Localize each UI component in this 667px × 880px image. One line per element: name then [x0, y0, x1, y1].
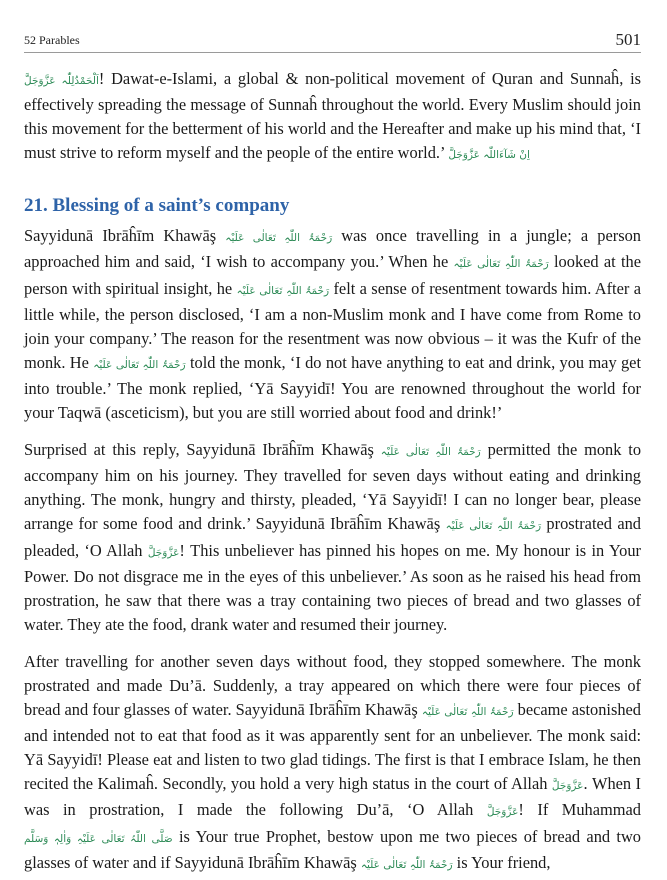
body-paragraph-1: [24, 224, 641, 425]
arabic-inshallah: اِنْ شَآءَاللّٰہ عَزَّوَجَلَّ: [448, 149, 530, 162]
para1-text-3: looked at the person with spiritual insight, he: [24, 252, 641, 298]
arabic-azza-wa-jal: عَزَّوَجَلَّ: [551, 780, 584, 793]
arabic-rahmatullah: رَحْمَۃُ اللّٰہِ تَعَالٰی عَلَیْہ: [421, 706, 514, 719]
arabic-rahmatullah: رَحْمَۃُ اللّٰہِ تَعَالٰی عَلَیْہ: [445, 520, 542, 533]
arabic-rahmatullah: رَحْمَۃُ اللّٰہِ تَعَالٰی عَلَیْہ: [453, 258, 549, 271]
arabic-rahmatullah: رَحْمَۃُ اللّٰہِ تَعَالٰی عَلَیْہ: [236, 284, 330, 297]
para2-text-2: permitted the monk to accompany him on his journey. They travelled for seven days without eating and drinking anything. The monk, hungry and thirsty, pleaded, ‘Yā Sayyidī! I can no longer bear, please arrange for some food and drink.’ Sayyidunā Ibrāĥīm Khawāş: [24, 440, 642, 534]
para3-text-2: became astonished and intended not to eat that food as it was apparently sent for an unbeliever. The monk said: Yā Sayyidī! Please eat and listen to two glad tidings. The first is that I embrace Islam, he then recited the Kalimaĥ. Secondly, you hold a very high status in the court of Allah: [24, 700, 641, 794]
para1-text-2: was once travelling in a jungle; a person approached him and said, ‘I wish to accompany you.’ When he: [24, 226, 642, 272]
running-header: [24, 30, 641, 52]
para1-text-1: Sayyidunā Ibrāĥīm Khawāş: [24, 226, 226, 246]
arabic-praise: اَلْحَمْدُلِلّٰہ عَزَّوَجَلَّ: [24, 75, 99, 87]
para1-text-5: told the monk, ‘I do not have anything to eat and drink, you may get into trouble.’ The monk replied, ‘Yā Sayyidī! You are renowned throughout the world for your Taqwā (asceticism), but you are still worried about food and drink!’: [24, 352, 642, 423]
para3-text-1: After travelling for another seven days without food, they stopped somewhere. The monk prostrated and made Du’ā. Suddenly, a tray appeared on which there were four pieces of bread and four glasses of water. Sayyidunā Ibrāĥīm Khawāş: [24, 651, 641, 720]
header-rule: [24, 52, 641, 53]
body-paragraph-3: [24, 650, 641, 877]
page-number: 501: [615, 30, 641, 49]
arabic-rahmatullah: رَحْمَۃُ اللّٰہِ تَعَالٰی عَلَیْہ: [93, 358, 186, 371]
arabic-sallallahu: صَلَّی اللّٰہُ تَعَالٰی عَلَیْہِ وَاٰلِہٖ وَسَلَّم: [24, 832, 173, 845]
para1-text-4: felt a sense of resentment towards him. After a little while, the person disclosed, ‘I am a non-Muslim monk and I have come from Rome to join your company.’ The reason for the resentment was now obvious – it was the Kufr of the monk. He: [24, 278, 641, 372]
section-heading: 21. Blessing of a saint’s company: [24, 195, 290, 217]
arabic-rahmatullah: رَحْمَۃُ اللّٰہِ تَعَالٰی عَلَیْہ: [380, 446, 481, 459]
book-title: 52 Parables: [24, 33, 80, 47]
arabic-rahmatullah: رَحْمَۃُ اللّٰہِ تَعَالٰی عَلَیْہ: [225, 232, 333, 245]
para2-text-4: ! This unbeliever has pinned his hopes on me. My honour is in Your Power. Do not disgrace me in the eyes of this unbeliever.’ As soon as he raised his head from prostration, he saw that there was a tray containing two pieces of bread and two glasses of water. They ate the food, drank water and resumed their journey.: [24, 540, 641, 634]
para3-text-3: . When I was in prostration, I made the following Du’ā, ‘O Allah: [24, 774, 642, 820]
body-paragraph-2: [24, 438, 641, 637]
para2-text-3: prostrated and pleaded, ‘O Allah: [24, 514, 641, 560]
intro-text: ! Dawat-e-Islami, a global & non-political movement of Quran and Sunnaĥ, is effectively spreading the message of Sunnaĥ throughout the world. Every Muslim should join this movement for the betterment of his world and the Hereafter and make up his mind that, ‘I must strive to reform myself and the people of the entire world.’: [24, 69, 642, 163]
intro-paragraph: [24, 67, 641, 167]
para2-text-1: Surprised at this reply, Sayyidunā Ibrāĥīm Khawāş: [24, 440, 381, 460]
para3-text-6: is Your friend,: [452, 852, 551, 872]
page-content: [24, 67, 641, 877]
arabic-rahmatullah: رَحْمَۃُ اللّٰہِ تَعَالٰی عَلَیْہ: [360, 858, 453, 871]
arabic-azza-wa-jal: عَزَّوَجَلَّ: [486, 806, 519, 819]
arabic-azza-wa-jal: عَزَّوَجَلَّ: [147, 546, 180, 559]
para3-text-4: ! If Muhammad: [518, 800, 641, 820]
para3-text-5: is Your true Prophet, bestow upon me two pieces of bread and two glasses of water and if Sayyidunā Ibrāĥīm Khawāş: [24, 826, 641, 872]
